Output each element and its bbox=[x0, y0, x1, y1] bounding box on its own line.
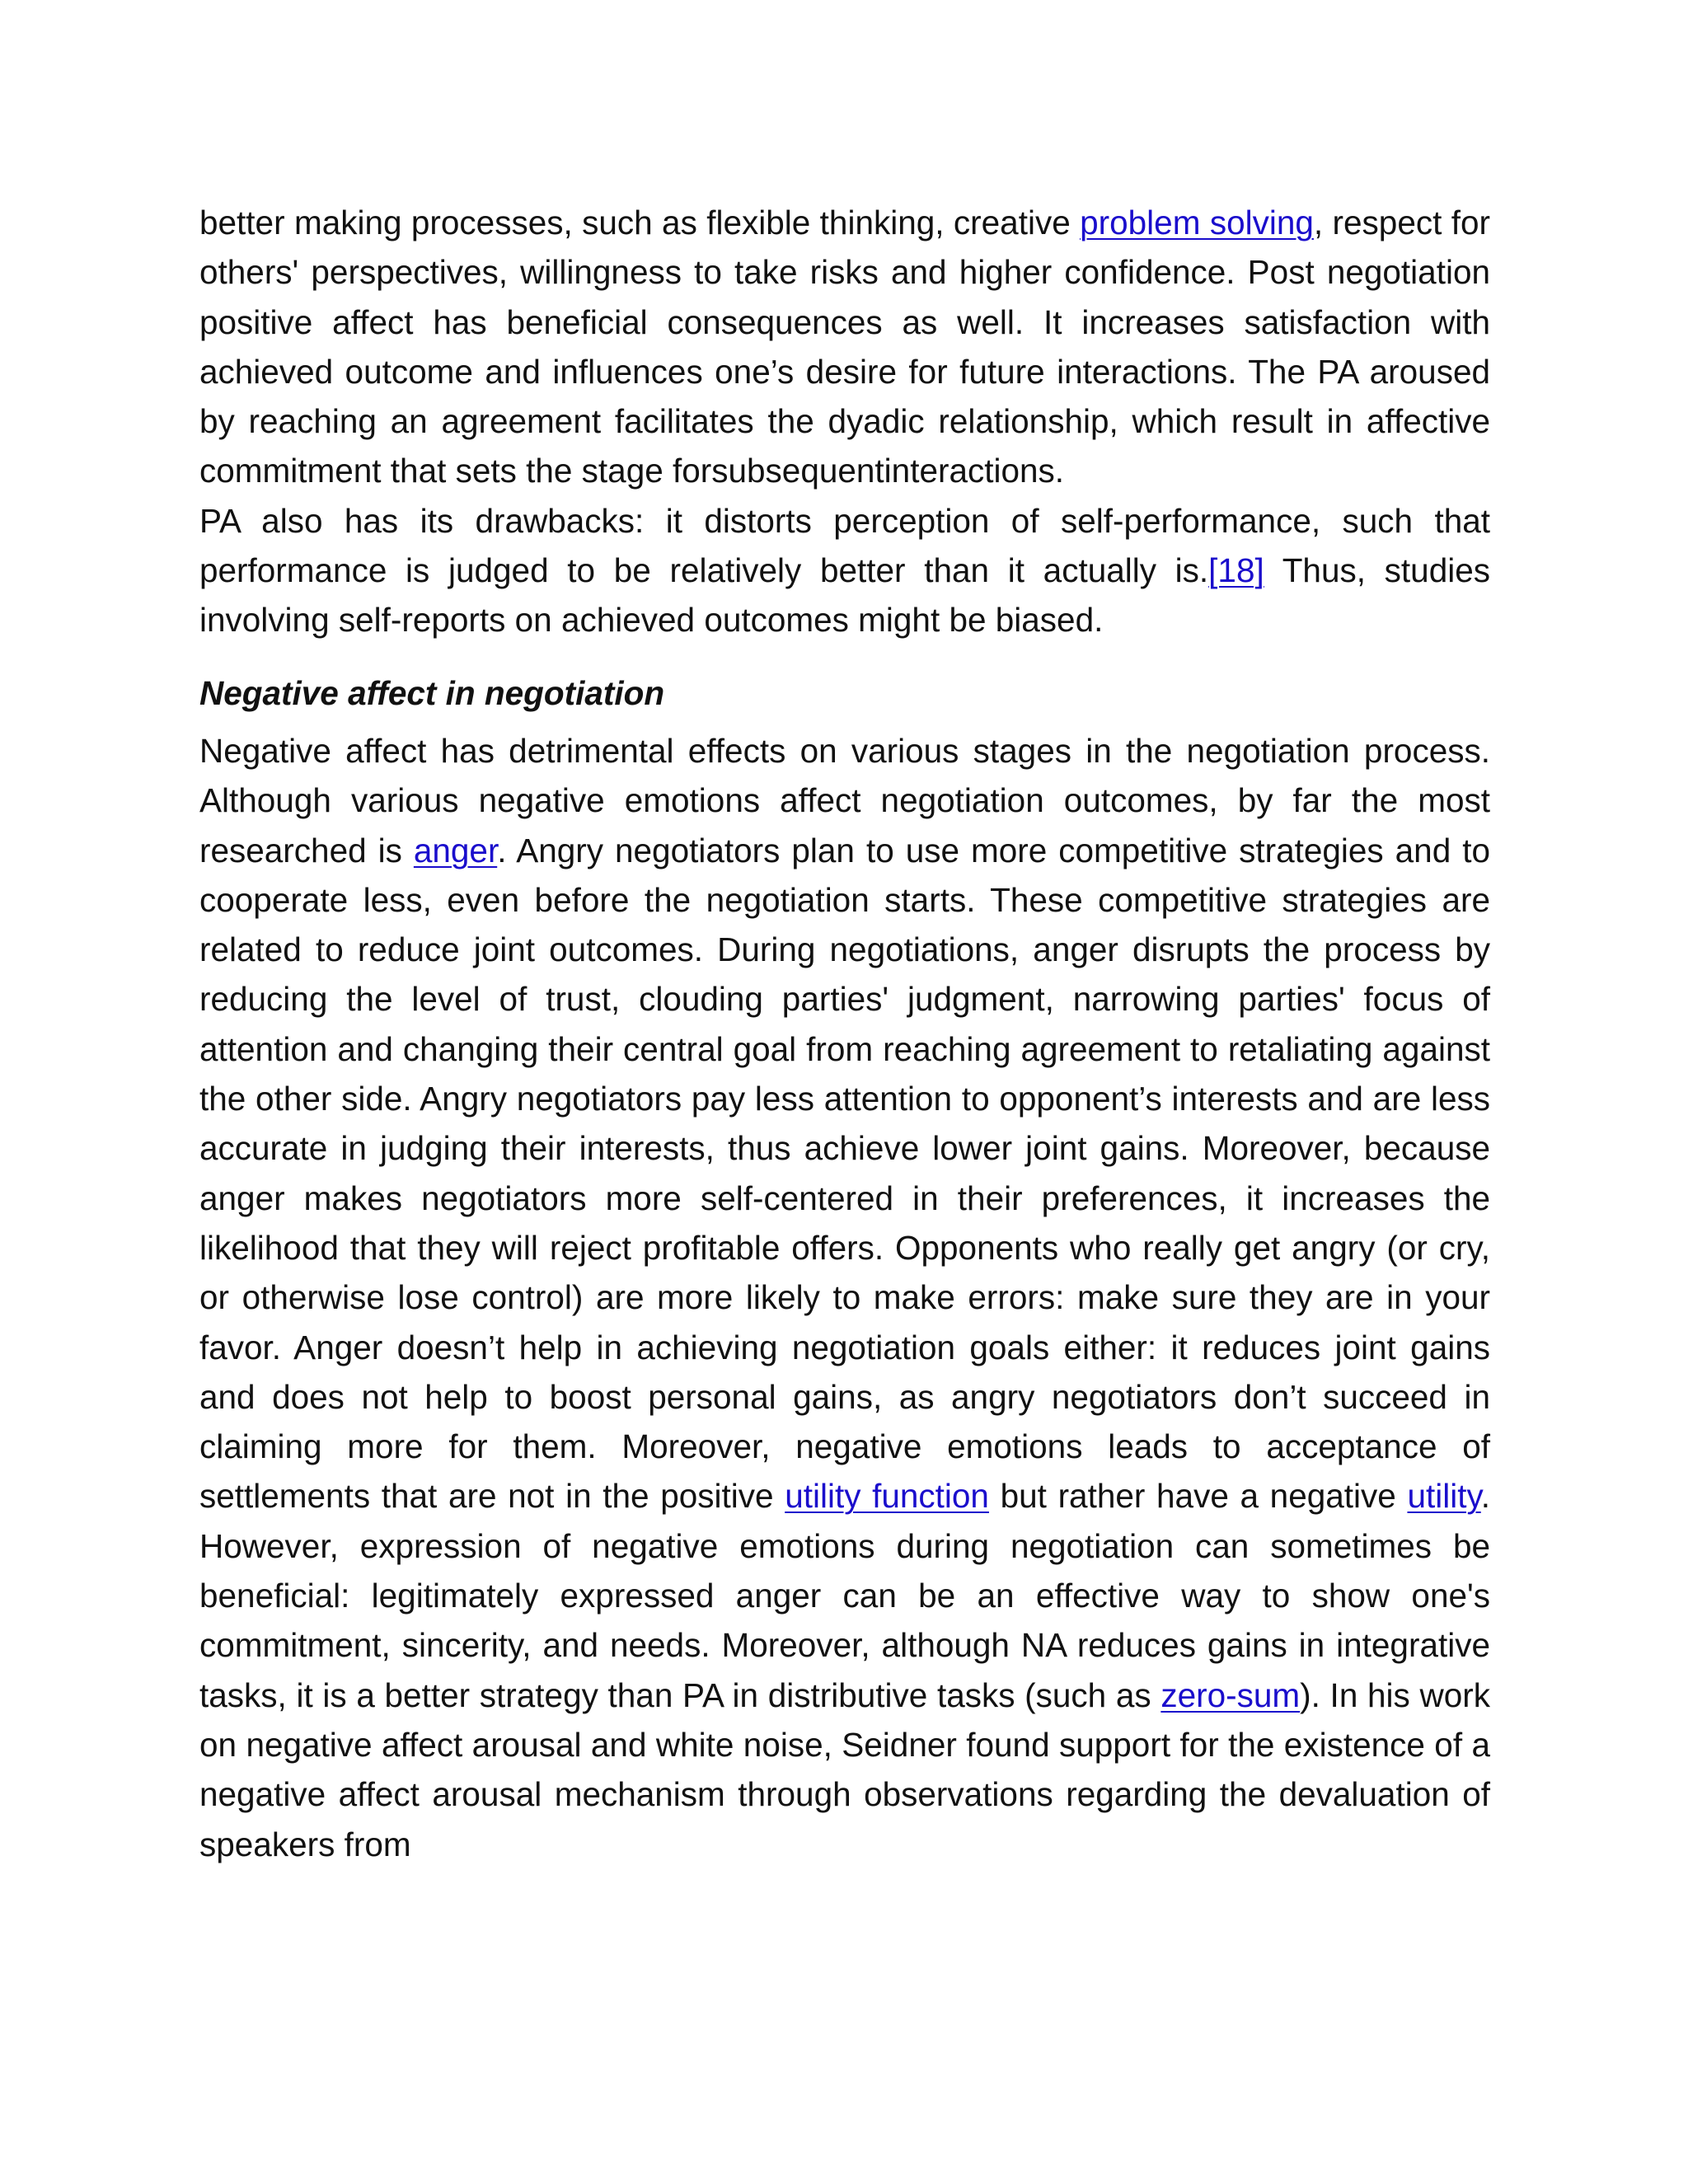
link-anger[interactable]: anger bbox=[413, 831, 498, 869]
link-zero-sum[interactable]: zero-sum bbox=[1160, 1675, 1301, 1714]
section-heading: Negative affect in negotiation bbox=[199, 673, 665, 712]
link-problem-solving[interactable]: problem solving bbox=[1080, 204, 1314, 241]
paragraph-text: ). In his work on negative affect arousal and white noise, Seidner found support for the existence of a negative affect arousal mechanism through observations regarding the devaluation of speakers from bbox=[199, 1675, 1490, 1863]
paragraph-positive-affect-benefits bbox=[199, 198, 1490, 496]
paragraph-text: PA also has its drawbacks: it distorts perception of self-performance, such that performance is judged to be relatively better than it actually is. bbox=[199, 501, 1490, 590]
spacer bbox=[199, 645, 1490, 658]
link-utility-function[interactable]: utility function bbox=[785, 1477, 989, 1516]
paragraph-positive-affect-drawbacks bbox=[199, 496, 1490, 645]
citation-link-18[interactable]: [18] bbox=[1208, 551, 1264, 590]
paragraph-text: . However, expression of negative emotions during negotiation can sometimes be beneficial: legitimately expressed anger can be an effective way to show one's commitment, sincerity, and needs. Moreover, although NA reduces gains in integrative tasks, it is a better strategy than PA in distributive tasks (such as bbox=[199, 1477, 1490, 1714]
paragraph-text: , respect for others' perspectives, willingness to take risks and higher confidence. Post negotiation positive affect has beneficial consequences as well. It increases satisfaction with achieved outcome and influences one’s desire for future interactions. The PA aroused by reaching an agreement facilitates the dyadic relationship, which result in affective commitment that sets the stage forsubsequentinteractions. bbox=[199, 204, 1490, 490]
link-utility[interactable]: utility bbox=[1407, 1477, 1481, 1516]
paragraph-negative-affect bbox=[199, 726, 1490, 1869]
paragraph-text: . Angry negotiators plan to use more competitive strategies and to cooperate less, even before the negotiation starts. These competitive strategies are related to reduce joint outcomes. During negotiations, anger disrupts the process by reducing the level of trust, clouding parties' judgment, narrowing parties' focus of attention and changing their central goal from reaching agreement to retaliating against the other side. Angry negotiators pay less attention to opponent’s interests and are less accurate in judging their interests, thus achieve lower joint gains. Moreover, because anger makes negotiators more self-centered in their preferences, it increases the likelihood that they will reject profitable offers. Opponents who really get angry (or cry, or otherwise lose control) are more likely to make errors: make sure they are in your favor. Anger doesn’t help in achieving negotiation goals either: it reduces joint gains and does not help to boost personal gains, as angry negotiators don’t succeed in claiming more for them. Moreover, negative emotions leads to acceptance of settlements that are not in the positive bbox=[199, 831, 1490, 1516]
paragraph-text: Negative affect has detrimental effects on various stages in the negotiation process. Although various negative emotions affect negotiation outcomes, by far the most researched is bbox=[199, 731, 1490, 869]
paragraph-text: better making processes, such as flexible thinking, creative bbox=[199, 204, 1081, 241]
paragraph-text: but rather have a negative bbox=[988, 1477, 1408, 1516]
document-body bbox=[199, 198, 1490, 1869]
paragraph-text: Thus, studies involving self-reports on achieved outcomes might be biased. bbox=[199, 551, 1490, 640]
